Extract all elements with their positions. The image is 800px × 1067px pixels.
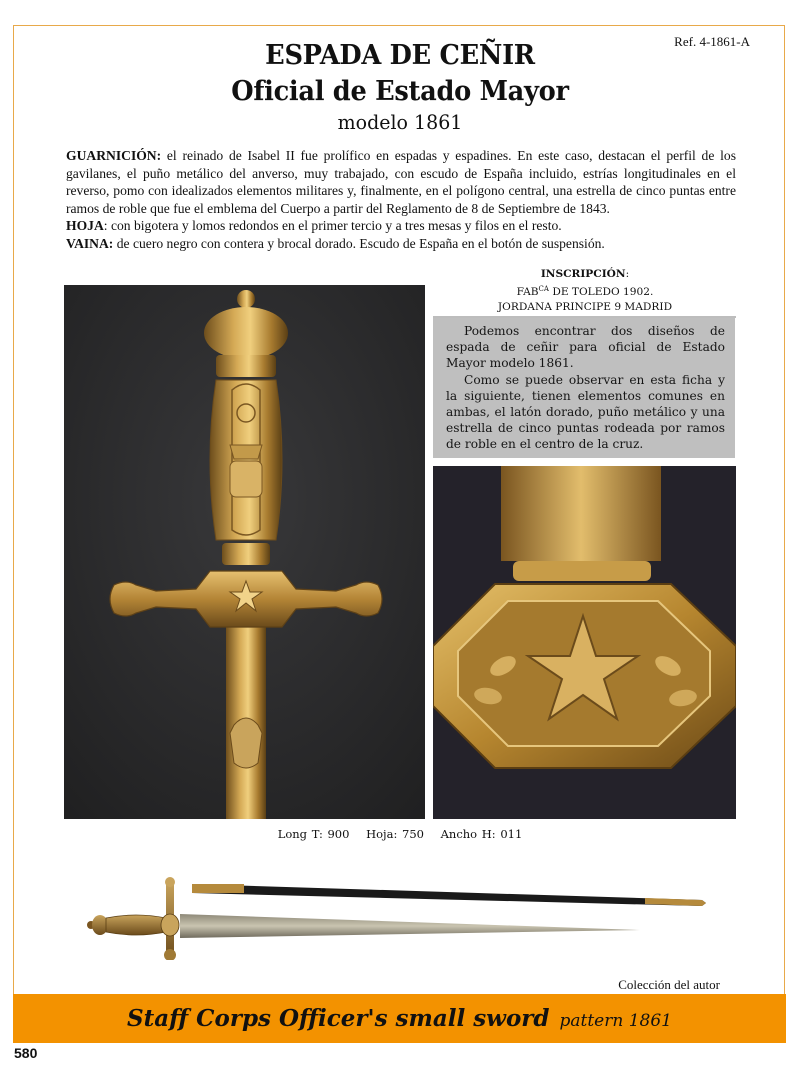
scabbard-shape	[226, 615, 266, 819]
full-sword-photo	[80, 870, 720, 960]
inscription-fab: FAB	[516, 286, 539, 298]
hilt-photo	[64, 285, 425, 819]
scabbard-shape	[192, 884, 706, 906]
inscription-toledo: DE TOLEDO 1902.	[548, 286, 654, 298]
inscription-line-2: JORDANA PRINCIPE 9 MADRID	[497, 301, 673, 313]
inscription-superscript: CA	[538, 285, 549, 293]
pommel-shape	[92, 915, 108, 935]
note-box	[433, 318, 735, 458]
reference-code: Ref. 4-1861-A	[674, 34, 750, 49]
page-number: 580	[14, 1045, 38, 1061]
pommel-cap	[237, 290, 255, 308]
hilt-illustration	[64, 285, 425, 819]
vaina-paragraph	[66, 235, 736, 253]
grip-shape	[106, 915, 166, 935]
full-sword-illustration	[80, 870, 720, 960]
page-subtitle: Oficial de Estado Mayor	[231, 76, 569, 107]
collection-credit: Colección del autor	[618, 977, 720, 992]
measure-blade: Hoja: 750	[366, 827, 424, 841]
guarnicion-label: GUARNICIÓN:	[66, 148, 162, 163]
blade-shape	[180, 914, 640, 938]
inscription-label: INSCRIPCIÓN	[540, 268, 626, 280]
scabbard-chape	[645, 898, 706, 906]
star-closeup-photo	[433, 466, 736, 819]
hoja-text: : con bigotera y lomos redondos en el primer tercio y a tres mesas y filos en el resto.	[103, 218, 562, 234]
measure-width: Ancho H: 011	[440, 827, 523, 841]
measurements	[0, 827, 800, 841]
shield-button-shape	[230, 718, 262, 768]
vaina-text: de cuero negro con contera y brocal dorado. Escudo de España en el botón de suspensión.	[113, 235, 605, 251]
vaina-label: VAINA:	[66, 235, 114, 251]
measure-long-total: Long T: 900	[277, 827, 350, 841]
model-year: modelo 1861	[337, 110, 463, 134]
note-paragraph-2: Como se puede observar en esta ficha y la siguiente, tienen elementos comunes en ambas, el latón dorado, puño metálico y una estrella de cinco puntas rodeada por ramos de roble en el centro de la cruz.	[446, 372, 725, 452]
note-paragraph-1: Podemos encontrar dos diseños de espada de ceñir para oficial de Estado Mayor modelo 1861.	[446, 324, 725, 371]
guarnicion-paragraph	[66, 147, 736, 217]
grip-base-shape	[501, 466, 661, 561]
scabbard-locket	[192, 884, 244, 893]
english-pattern: pattern 1861	[559, 1011, 672, 1031]
inscription-block	[433, 267, 737, 315]
page-title: ESPADA DE CEÑIR	[265, 40, 535, 71]
english-title: Staff Corps Officer's small sword	[127, 1005, 550, 1032]
pommel-shape	[204, 307, 288, 359]
hoja-paragraph	[66, 217, 736, 235]
description-block	[66, 147, 736, 253]
guarnicion-text: el reinado de Isabel II fue prolífico en espadas y espadines. En este caso, destacan el perfil de los gavilanes, el puño metálico del anverso, muy trabajado, con escudo de España incluido, estrías longitudinales en el reverso, pomo con idealizados elementos militares y, finalmente, en el polígono central, una estrella de cinco puntas entre ramos de roble que fue el emblema del Cuerpo a partir del Reglamento de 8 de Septiembre de 1843.	[66, 148, 736, 216]
hoja-label: HOJA	[66, 218, 104, 234]
english-title-band	[13, 994, 786, 1043]
inscription-line-1	[433, 282, 737, 300]
inscription-colon: :	[625, 268, 630, 280]
star-closeup-illustration	[433, 466, 736, 819]
